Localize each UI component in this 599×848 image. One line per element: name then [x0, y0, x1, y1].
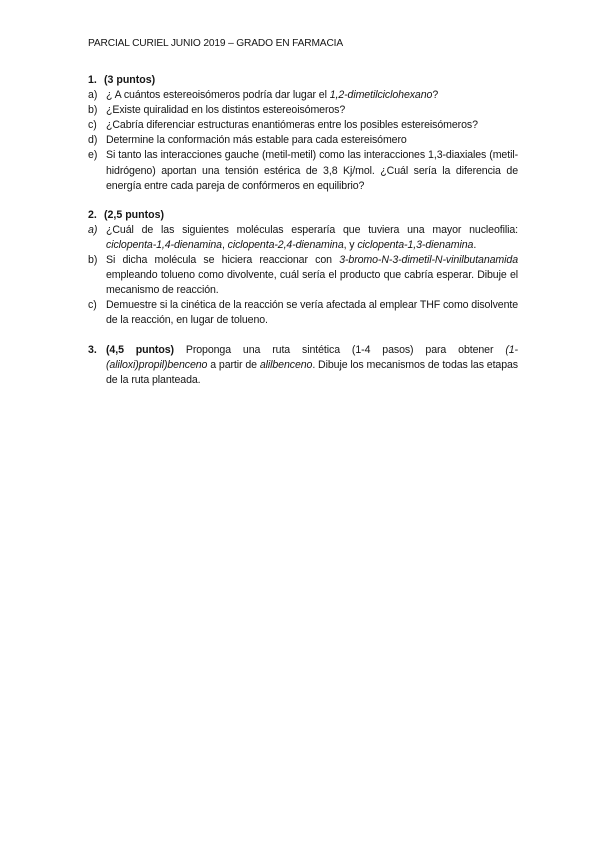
exam-content	[88, 73, 518, 388]
compound-name: alilbenceno	[259, 358, 313, 371]
item-label-text: a)	[88, 223, 98, 236]
item-text-part: a partir de	[207, 358, 260, 371]
question-3-text	[106, 343, 518, 388]
item-text: ¿Existe quiralidad en los distintos estereoisómeros?	[106, 104, 346, 117]
item-text	[106, 223, 518, 253]
item-text: ¿Cabría diferenciar estructuras enantiómeras entre los posibles estereisómeros?	[106, 119, 478, 132]
item-text-part: ¿Cuál de las siguientes moléculas esperaría que tuviera una mayor nucleofilia:	[106, 223, 518, 236]
compound-name: ciclopenta-2,4-dienamina	[227, 238, 344, 251]
document-header: PARCIAL CURIEL JUNIO 2019 – GRADO EN FARMACIA	[88, 38, 343, 49]
item-text	[106, 253, 518, 298]
question-2	[88, 208, 518, 329]
question-2-points: (2,5 puntos)	[104, 208, 165, 221]
item-label: e)	[88, 149, 98, 162]
spacer	[88, 329, 518, 343]
item-text: Demuestre si la cinética de la reacción se vería afectada al emplear THF como disolvente de la reacción, en lugar de tolueno.	[106, 299, 519, 327]
item-text-part: ,	[221, 238, 228, 251]
item-label	[88, 223, 106, 253]
item-text: Si tanto las interacciones gauche (metil-metil) como las interacciones 1,3-diaxiales (metil-hidrógeno) aportan una tensión estérica de 3,8 Kj/mol. ¿Cuál sería la diferencia de energía entre cada pareja de confórmeros en equilibrio?	[106, 149, 518, 192]
question-1-item-d	[88, 133, 518, 148]
question-2-item-b	[88, 253, 518, 298]
item-label: c)	[88, 119, 97, 132]
question-1-number: 1.	[88, 74, 97, 86]
compound-name: (1-(aliloxi)propil)benceno	[106, 343, 518, 371]
item-label: d)	[88, 134, 98, 147]
compound-name: ciclopenta-1,4-dienamina	[106, 238, 222, 251]
question-1-item-b	[88, 103, 518, 118]
item-label: b)	[88, 104, 98, 117]
question-1-points: (3 puntos)	[104, 74, 156, 86]
item-label: c)	[88, 299, 97, 312]
item-label: a)	[88, 89, 98, 102]
item-text-part: empleando tolueno como divolvente, cuál sería el producto que cabría esperar. Dibuje el mecanismo de reacción.	[106, 269, 518, 297]
compound-name: ciclopenta-1,3-dienamina	[357, 238, 474, 251]
question-3	[88, 343, 518, 388]
question-2-item-a	[88, 223, 518, 253]
item-text-part: .	[473, 238, 477, 251]
item-text-part: , y	[343, 238, 358, 251]
item-text-part: ¿ A cuántos estereoisómeros podría dar lugar el	[106, 89, 330, 102]
item-text	[106, 88, 518, 103]
question-1-title	[88, 73, 518, 88]
item-text-part: ?	[432, 89, 439, 102]
spacer	[88, 194, 518, 208]
question-2-number: 2.	[88, 208, 97, 221]
compound-name: 3-bromo-N-3-dimetil-N-vinilbutanamida	[339, 254, 518, 267]
item-label: b)	[88, 254, 98, 267]
question-3-points: (4,5 puntos)	[106, 343, 174, 356]
question-3-number: 3.	[88, 343, 97, 356]
question-2-title	[88, 208, 518, 223]
item-text: Determine la conformación más estable para cada estereisómero	[106, 134, 407, 147]
question-1-item-c	[88, 118, 518, 133]
question-2-item-c	[88, 298, 518, 328]
question-1-item-e	[88, 148, 518, 193]
item-text-part: Proponga una ruta sintética (1-4 pasos) para obtener	[173, 343, 506, 356]
question-1	[88, 73, 518, 194]
item-text-part: Si dicha molécula se hiciera reaccionar con	[106, 254, 340, 267]
question-1-item-a	[88, 88, 518, 103]
item-text-part: . Dibuje los mecanismos de todas las etapas de la ruta planteada.	[106, 358, 518, 386]
compound-name: 1,2-dimetilciclohexano	[329, 89, 433, 102]
